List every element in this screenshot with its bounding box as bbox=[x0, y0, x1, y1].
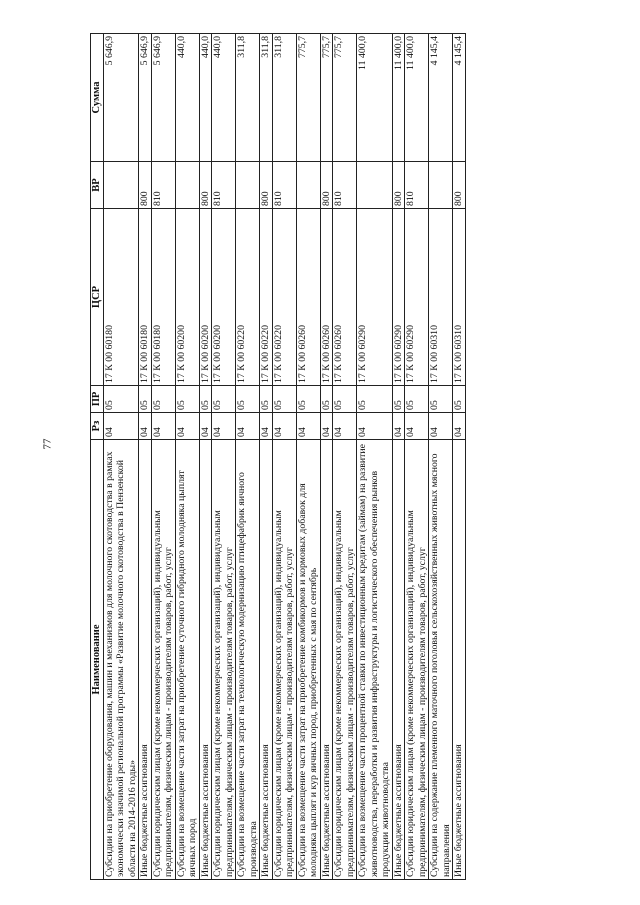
cell-pr: 05 bbox=[392, 386, 405, 413]
budget-table bbox=[90, 33, 466, 880]
cell-name: Иные бюджетные ассигнования bbox=[392, 440, 405, 880]
cell-name: Субсидии на возмещение части процентной ставки по инвестиционным кредитам (займам) на развитие животноводства, переработки и развития инфраструктуры и логистического обеспечения рынков продукции животноводства bbox=[357, 440, 393, 880]
cell-vr bbox=[236, 162, 260, 209]
cell-pr: 05 bbox=[260, 386, 273, 413]
cell-name: Субсидии юридическим лицам (кроме некоммерческих организаций), индивидуальным предпринимателям, физическим лицам - производителям товаров, работ, услуг bbox=[212, 440, 236, 880]
cell-sum: 5 646,9 bbox=[151, 34, 175, 162]
cell-vr: 810 bbox=[333, 162, 357, 209]
cell-csr: 17 К 00 60220 bbox=[260, 209, 273, 386]
cell-pr: 05 bbox=[333, 386, 357, 413]
cell-vr: 810 bbox=[151, 162, 175, 209]
cell-pr: 05 bbox=[320, 386, 333, 413]
cell-pr: 05 bbox=[175, 386, 199, 413]
table-row bbox=[272, 34, 296, 880]
cell-name: Субсидии юридическим лицам (кроме некоммерческих организаций), индивидуальным предпринимателям, физическим лицам - производителям товаров, работ, услуг bbox=[405, 440, 429, 880]
cell-rz: 04 bbox=[260, 413, 273, 440]
cell-sum: 11 400,0 bbox=[357, 34, 393, 162]
table-row bbox=[236, 34, 260, 880]
cell-vr bbox=[429, 162, 453, 209]
cell-rz: 04 bbox=[236, 413, 260, 440]
cell-sum: 11 400,0 bbox=[392, 34, 405, 162]
cell-rz: 04 bbox=[333, 413, 357, 440]
cell-pr: 05 bbox=[405, 386, 429, 413]
cell-rz: 04 bbox=[453, 413, 466, 440]
cell-sum: 311,8 bbox=[260, 34, 273, 162]
cell-sum: 775,7 bbox=[296, 34, 320, 162]
cell-vr bbox=[103, 162, 139, 209]
cell-name: Субсидии юридическим лицам (кроме некоммерческих организаций), индивидуальным предпринимателям, физическим лицам - производителям товаров, работ, услуг bbox=[151, 440, 175, 880]
header-vr: ВР bbox=[91, 162, 104, 209]
cell-name: Субсидии юридическим лицам (кроме некоммерческих организаций), индивидуальным предпринимателям, физическим лицам - производителям товаров, работ, услуг bbox=[333, 440, 357, 880]
cell-csr: 17 К 00 60260 bbox=[333, 209, 357, 386]
cell-vr: 810 bbox=[405, 162, 429, 209]
cell-csr: 17 К 00 60290 bbox=[357, 209, 393, 386]
table-header-row bbox=[91, 34, 104, 880]
cell-rz: 04 bbox=[199, 413, 212, 440]
cell-csr: 17 К 00 60290 bbox=[405, 209, 429, 386]
cell-pr: 05 bbox=[103, 386, 139, 413]
table-row bbox=[151, 34, 175, 880]
cell-rz: 04 bbox=[212, 413, 236, 440]
table-row bbox=[296, 34, 320, 880]
cell-pr: 05 bbox=[296, 386, 320, 413]
cell-rz: 04 bbox=[405, 413, 429, 440]
cell-rz: 04 bbox=[175, 413, 199, 440]
cell-sum: 311,8 bbox=[272, 34, 296, 162]
cell-csr: 17 К 00 60220 bbox=[236, 209, 260, 386]
cell-vr: 800 bbox=[199, 162, 212, 209]
cell-name: Субсидии на приобретение оборудования, машин и механизмов для молочного скотоводства в рамках экономически значимой региональной программы «Развитие молочного скотоводства в Пензенской области на 2014-2016 годы» bbox=[103, 440, 139, 880]
cell-pr: 05 bbox=[429, 386, 453, 413]
cell-vr: 800 bbox=[139, 162, 152, 209]
cell-rz: 04 bbox=[392, 413, 405, 440]
cell-name: Иные бюджетные ассигнования bbox=[453, 440, 466, 880]
cell-sum: 775,7 bbox=[333, 34, 357, 162]
header-sum: Сумма bbox=[91, 34, 104, 162]
cell-sum: 5 646,9 bbox=[139, 34, 152, 162]
cell-sum: 775,7 bbox=[320, 34, 333, 162]
table-row bbox=[320, 34, 333, 880]
cell-pr: 05 bbox=[357, 386, 393, 413]
budget-table-container bbox=[90, 34, 560, 880]
cell-sum: 440,0 bbox=[199, 34, 212, 162]
cell-pr: 05 bbox=[272, 386, 296, 413]
cell-name: Субсидии на содержание племенного маточного поголовья сельскохозяйственных животных мясного направления bbox=[429, 440, 453, 880]
cell-csr: 17 К 00 60200 bbox=[199, 209, 212, 386]
cell-pr: 05 bbox=[199, 386, 212, 413]
table-body bbox=[103, 34, 465, 880]
table-row bbox=[199, 34, 212, 880]
cell-csr: 17 К 00 60200 bbox=[175, 209, 199, 386]
cell-rz: 04 bbox=[296, 413, 320, 440]
cell-rz: 04 bbox=[320, 413, 333, 440]
table-row bbox=[429, 34, 453, 880]
cell-sum: 440,0 bbox=[212, 34, 236, 162]
header-rz: Рз bbox=[91, 413, 104, 440]
cell-vr: 810 bbox=[272, 162, 296, 209]
cell-vr: 800 bbox=[260, 162, 273, 209]
cell-name: Иные бюджетные ассигнования bbox=[260, 440, 273, 880]
cell-csr: 17 К 00 60290 bbox=[392, 209, 405, 386]
cell-pr: 05 bbox=[151, 386, 175, 413]
table-row bbox=[453, 34, 466, 880]
header-name: Наименование bbox=[91, 440, 104, 880]
cell-rz: 04 bbox=[272, 413, 296, 440]
cell-csr: 17 К 00 60310 bbox=[453, 209, 466, 386]
cell-name: Субсидии на возмещение части затрат на приобретение суточного гибридного молодняка цыплят яичных пород bbox=[175, 440, 199, 880]
cell-sum: 4 145,4 bbox=[453, 34, 466, 162]
cell-sum: 5 646,9 bbox=[103, 34, 139, 162]
header-csr: ЦСР bbox=[91, 209, 104, 386]
table-row bbox=[212, 34, 236, 880]
cell-vr: 810 bbox=[212, 162, 236, 209]
cell-name: Субсидии на возмещение части затрат на технологическую модернизацию птицефабрик яичного производства bbox=[236, 440, 260, 880]
table-row bbox=[392, 34, 405, 880]
table-row bbox=[260, 34, 273, 880]
cell-pr: 05 bbox=[139, 386, 152, 413]
cell-vr bbox=[296, 162, 320, 209]
cell-name: Субсидии юридическим лицам (кроме некоммерческих организаций), индивидуальным предпринимателям, физическим лицам - производителям товаров, работ, услуг bbox=[272, 440, 296, 880]
cell-pr: 05 bbox=[236, 386, 260, 413]
cell-pr: 05 bbox=[453, 386, 466, 413]
cell-vr: 800 bbox=[320, 162, 333, 209]
cell-csr: 17 К 00 60200 bbox=[212, 209, 236, 386]
cell-name: Иные бюджетные ассигнования bbox=[320, 440, 333, 880]
cell-rz: 04 bbox=[429, 413, 453, 440]
cell-sum: 11 400,0 bbox=[405, 34, 429, 162]
cell-name: Иные бюджетные ассигнования bbox=[199, 440, 212, 880]
table-row bbox=[333, 34, 357, 880]
cell-csr: 17 К 00 60310 bbox=[429, 209, 453, 386]
cell-pr: 05 bbox=[212, 386, 236, 413]
cell-vr: 800 bbox=[392, 162, 405, 209]
table-row bbox=[357, 34, 393, 880]
cell-csr: 17 К 00 60260 bbox=[296, 209, 320, 386]
cell-csr: 17 К 00 60180 bbox=[151, 209, 175, 386]
page-number: 77 bbox=[41, 438, 54, 450]
cell-vr: 800 bbox=[453, 162, 466, 209]
cell-rz: 04 bbox=[139, 413, 152, 440]
cell-rz: 04 bbox=[151, 413, 175, 440]
header-pr: ПР bbox=[91, 386, 104, 413]
cell-name: Иные бюджетные ассигнования bbox=[139, 440, 152, 880]
cell-csr: 17 К 00 60220 bbox=[272, 209, 296, 386]
cell-csr: 17 К 00 60180 bbox=[103, 209, 139, 386]
table-row bbox=[175, 34, 199, 880]
cell-sum: 4 145,4 bbox=[429, 34, 453, 162]
table-row bbox=[139, 34, 152, 880]
cell-sum: 311,8 bbox=[236, 34, 260, 162]
cell-sum: 440,0 bbox=[175, 34, 199, 162]
cell-rz: 04 bbox=[103, 413, 139, 440]
cell-vr bbox=[175, 162, 199, 209]
cell-rz: 04 bbox=[357, 413, 393, 440]
cell-vr bbox=[357, 162, 393, 209]
cell-csr: 17 К 00 60180 bbox=[139, 209, 152, 386]
table-row bbox=[103, 34, 139, 880]
cell-csr: 17 К 00 60260 bbox=[320, 209, 333, 386]
table-row bbox=[405, 34, 429, 880]
cell-name: Субсидии на возмещение части затрат на приобретение комбикормов и кормовых добавок для молодняка цыплят и кур яичных пород, приобретенных с мая по сентябрь bbox=[296, 440, 320, 880]
